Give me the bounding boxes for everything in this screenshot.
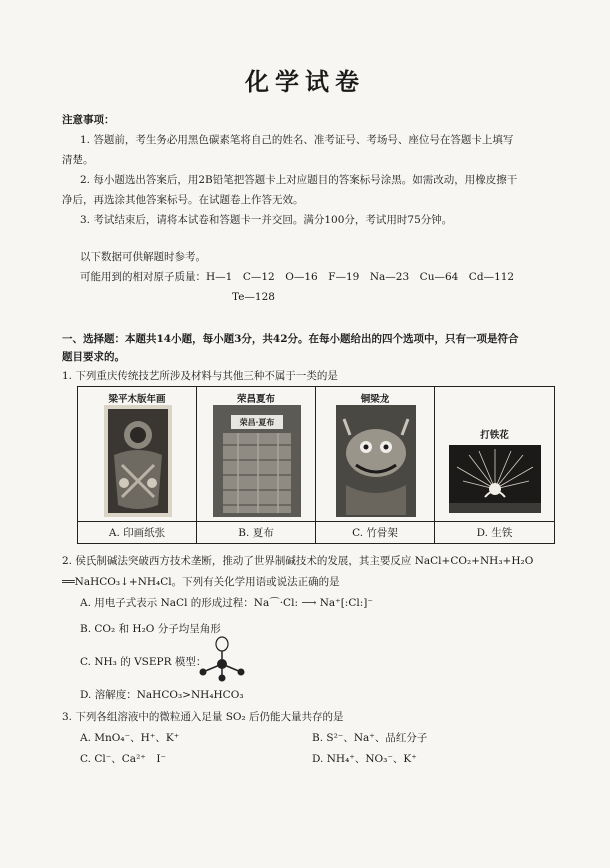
dragon-image	[336, 405, 416, 517]
vsepr-model-icon	[197, 636, 247, 682]
picture-cell-a	[78, 387, 197, 521]
question-2-option-c: C. NH₃ 的 VSEPR 模型：	[80, 656, 207, 668]
picture-cell-c	[316, 387, 435, 521]
question-1-stem: 1. 下列重庆传统技艺所涉及材料与其他三种不属于一类的是	[62, 370, 338, 382]
picture-cell-b	[197, 387, 316, 521]
caption-a: A. 印画纸张	[78, 521, 197, 543]
caption-b: B. 夏布	[197, 521, 316, 543]
atomic-masses-cont: Te—128	[232, 291, 275, 303]
notice-heading: 注意事项：	[62, 114, 115, 126]
atomic-masses: 可能用到的相对原子质量：H—1 C—12 O—16 F—19 Na—23 Cu—64 Cd—112	[80, 271, 515, 283]
question-2-option-a: A. 用电子式表示 NaCl 的形成过程：Na⌒·Cl: ⟶ Na⁺[:Cl:]⁻	[80, 597, 373, 609]
notice-item-1: 1. 答题前，考生务必用黑色碳素笔将自己的姓名、准考证号、考场号、座位号在答题卡上填写	[80, 134, 514, 146]
picture-title-d: 打铁花	[480, 430, 509, 441]
question-1-picture-table	[77, 386, 555, 544]
iron-flower-image	[449, 445, 541, 513]
section-heading-cont: 题目要求的。	[62, 351, 125, 363]
woodblock-print-image	[104, 405, 172, 517]
question-2-stem: 2. 侯氏制碱法突破西方技术垄断，推动了世界制碱技术的发展，其主要反应 NaCl+CO₂+NH₃+H₂O	[62, 555, 534, 567]
caption-c: C. 竹骨架	[316, 521, 435, 543]
question-3-stem: 3. 下列各组溶液中的微粒通入足量 SO₂ 后仍能大量共存的是	[62, 711, 344, 723]
question-3-option-d: D. NH₄⁺、NO₃⁻、K⁺	[312, 753, 417, 765]
picture-title-a: 梁平木版年画	[108, 394, 166, 405]
question-2-option-d: D. 溶解度：NaHCO₃>NH₄HCO₃	[80, 689, 244, 701]
notice-item-1-cont: 清楚。	[62, 154, 94, 166]
notice-item-2-cont: 净后，再选涂其他答案标号。在试题卷上作答无效。	[62, 194, 304, 206]
question-3-option-c: C. Cl⁻、Ca²⁺ I⁻	[80, 753, 167, 765]
section-heading: 一、选择题：本题共14小题，每小题3分，共42分。在每小题给出的四个选项中，只有一项是符合	[62, 333, 519, 345]
question-2-option-b: B. CO₂ 和 H₂O 分子均呈角形	[80, 623, 221, 635]
page-title: 化学试卷	[245, 67, 365, 96]
notice-item-2: 2. 每小题选出答案后，用2B铅笔把答题卡上对应题目的答案标号涂黑。如需改动，用橡皮擦干	[80, 174, 518, 186]
caption-d: D. 生铁	[435, 521, 554, 543]
cloth-banner-text: 荣昌·夏布	[239, 417, 275, 427]
question-3-option-b: B. S²⁻、Na⁺、品红分子	[312, 732, 428, 744]
question-2-stem-cont: ══NaHCO₃↓+NH₄Cl。下列有关化学用语或说法正确的是	[62, 576, 340, 588]
picture-title-b: 荣昌夏布	[236, 394, 275, 405]
picture-title-c: 铜梁龙	[360, 394, 390, 405]
reference-note: 以下数据可供解题时参考。	[80, 251, 206, 263]
picture-cell-d	[435, 387, 554, 521]
notice-item-3: 3. 考试结束后，请将本试卷和答题卡一并交回。满分100分，考试用时75分钟。	[80, 214, 453, 226]
question-3-option-a: A. MnO₄⁻、H⁺、K⁺	[80, 732, 180, 744]
